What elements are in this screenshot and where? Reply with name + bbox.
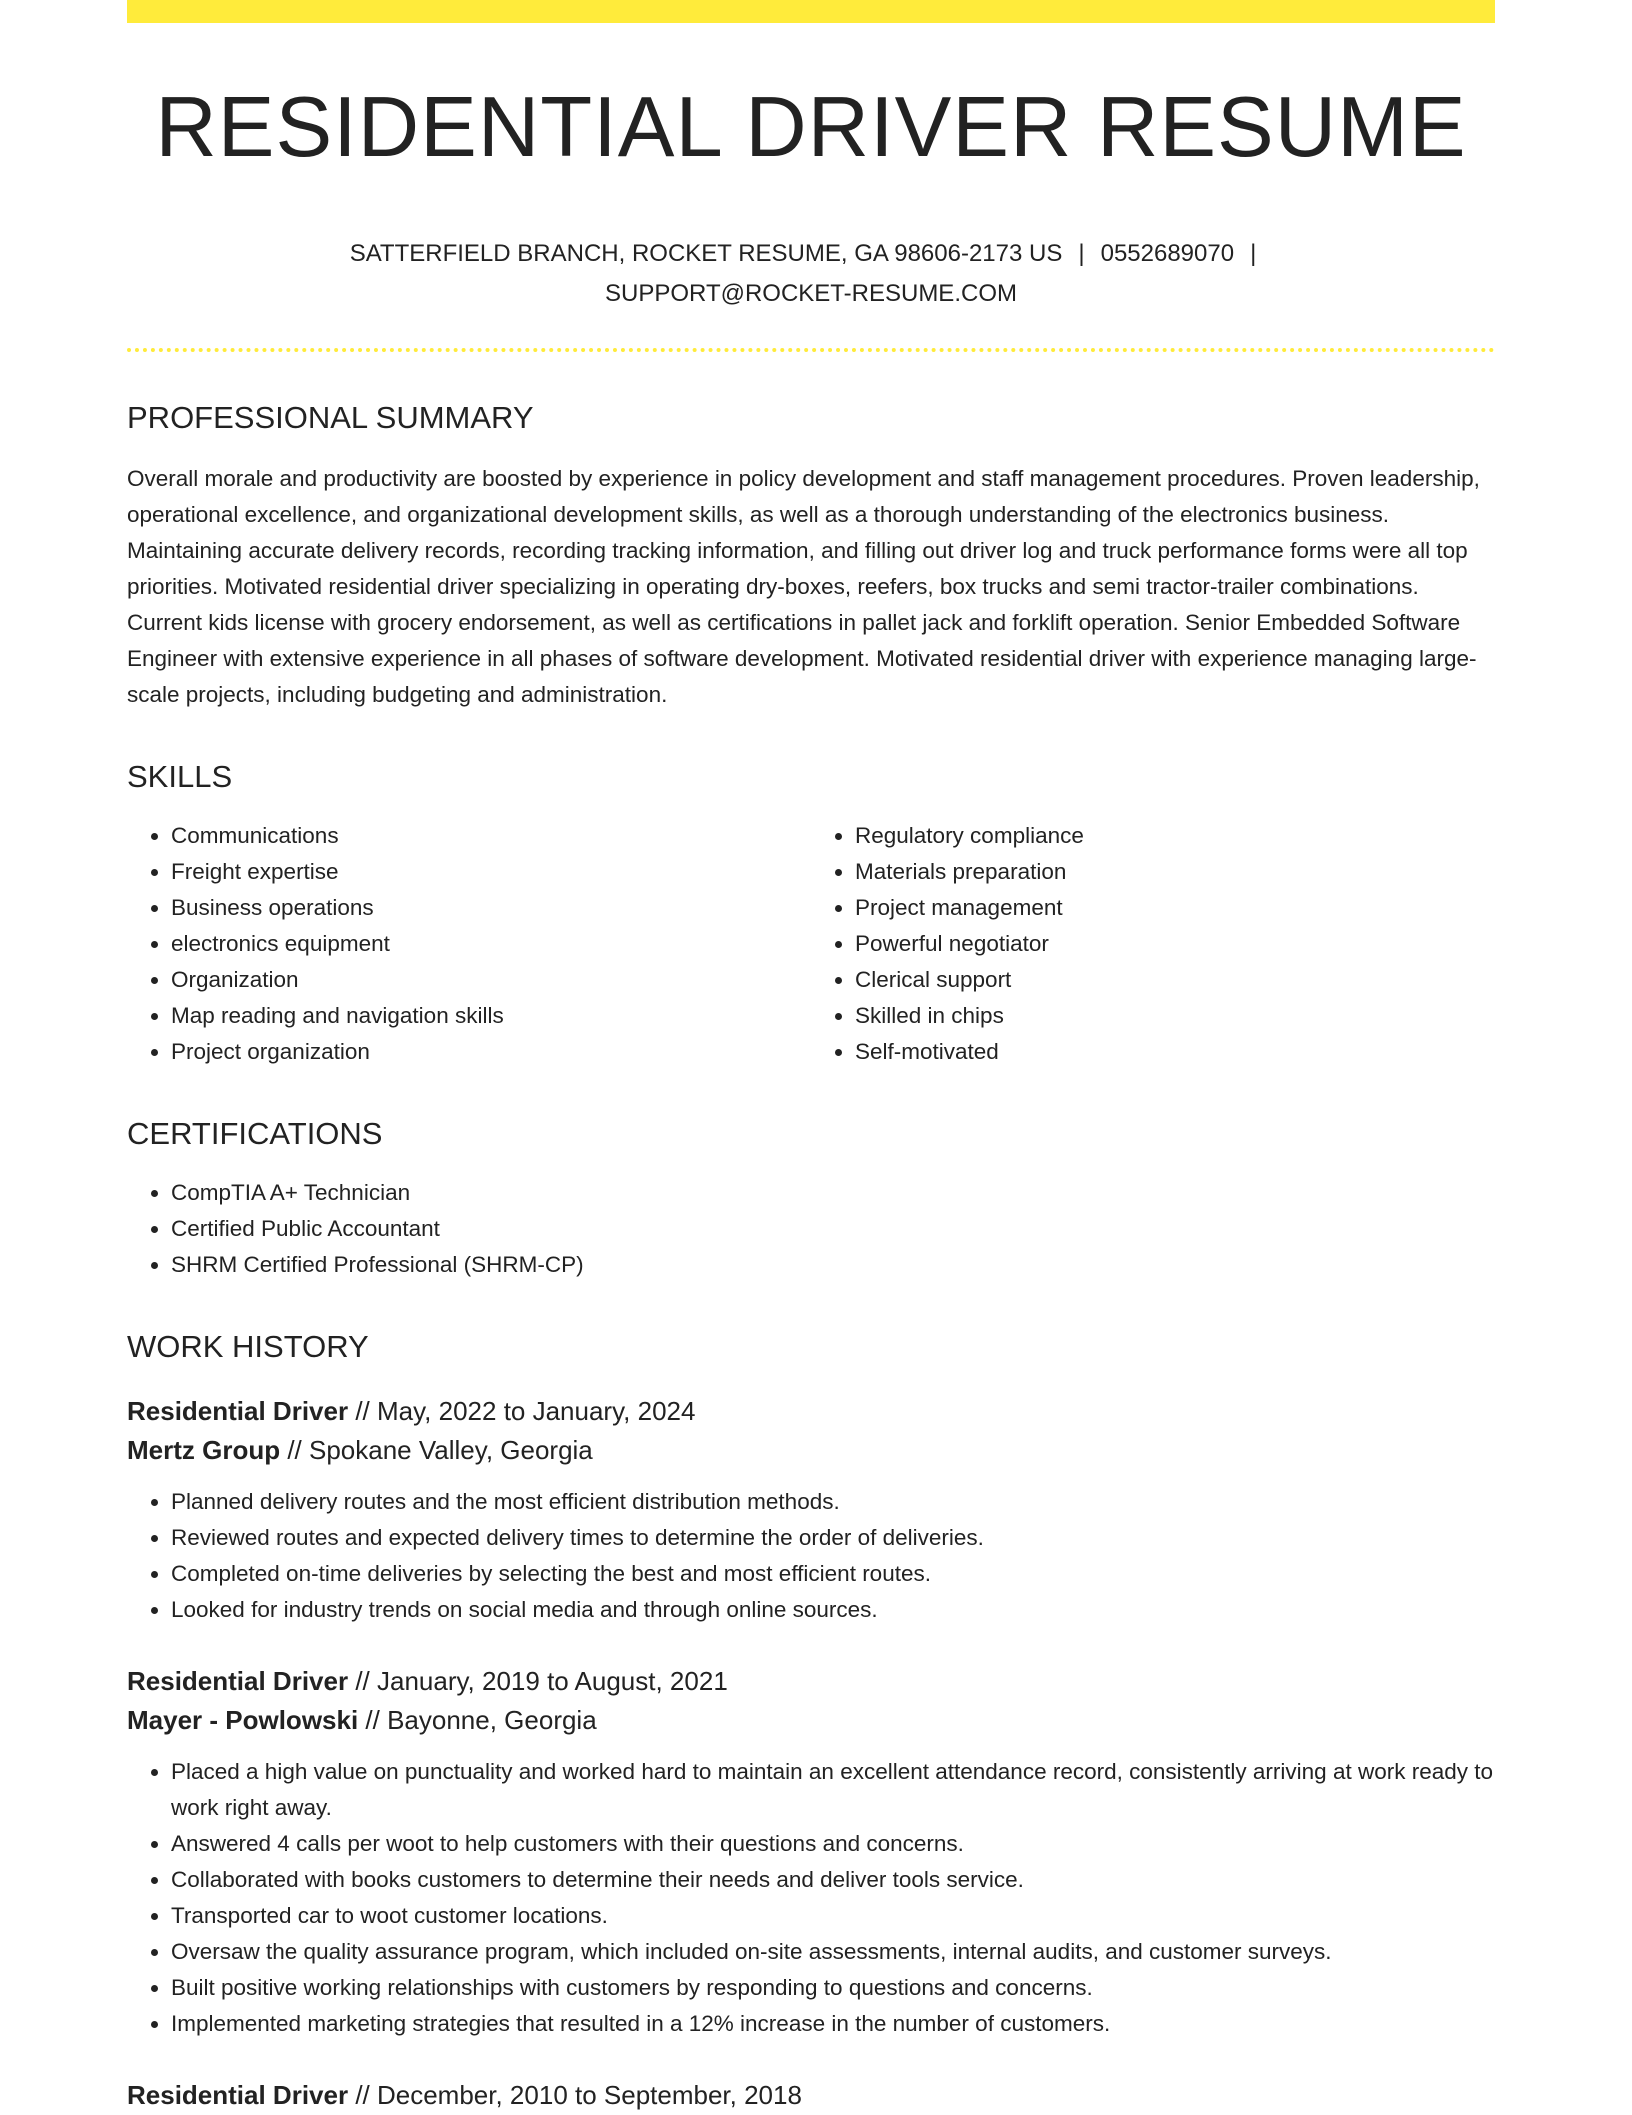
summary-section bbox=[127, 402, 1495, 713]
job-bullets bbox=[127, 1484, 1495, 1628]
list-item: • Organization bbox=[171, 962, 811, 998]
job-entry bbox=[127, 1662, 1495, 2042]
job-role: Residential Driver bbox=[127, 2080, 349, 2110]
list-item: • Certified Public Accountant bbox=[171, 1211, 1495, 1247]
list-item: • Materials preparation bbox=[855, 854, 1495, 890]
resume-title: RESIDENTIAL DRIVER RESUME bbox=[155, 80, 1467, 175]
list-item: • Map reading and navigation skills bbox=[171, 998, 811, 1034]
top-accent-bar bbox=[127, 0, 1495, 23]
certifications-list bbox=[127, 1175, 1495, 1283]
list-item: • Powerful negotiator bbox=[855, 926, 1495, 962]
list-item: • Oversaw the quality assurance program, which included on-site assessments, internal audits, and customer surveys. bbox=[171, 1934, 1495, 1970]
list-item: • Looked for industry trends on social media and through online sources. bbox=[171, 1592, 1495, 1628]
list-item: • Implemented marketing strategies that resulted in a 12% increase in the number of customers. bbox=[171, 2006, 1495, 2042]
job-role: Residential Driver bbox=[127, 1666, 349, 1696]
list-item: • Reviewed routes and expected delivery times to determine the order of deliveries. bbox=[171, 1520, 1495, 1556]
list-item: • Built positive working relationships with customers by responding to questions and concerns. bbox=[171, 1970, 1495, 2006]
list-item: • Self-motivated bbox=[855, 1034, 1495, 1070]
job-title-line bbox=[127, 1662, 1495, 1701]
email: SUPPORT@ROCKET-RESUME.COM bbox=[605, 280, 1017, 307]
list-item: • Clerical support bbox=[855, 962, 1495, 998]
list-item: • Communications bbox=[171, 818, 811, 854]
skills-left-list bbox=[127, 818, 811, 1070]
job-company: Mertz Group bbox=[127, 1435, 281, 1465]
list-item: • Freight expertise bbox=[171, 854, 811, 890]
resume-page bbox=[127, 0, 1495, 2115]
separator: | bbox=[1078, 240, 1085, 267]
job-title-line bbox=[127, 2076, 1495, 2115]
job-role: Residential Driver bbox=[127, 1396, 349, 1426]
list-item: • Project management bbox=[855, 890, 1495, 926]
list-item: • Planned delivery routes and the most efficient distribution methods. bbox=[171, 1484, 1495, 1520]
work-history-section bbox=[127, 1331, 1495, 2115]
job-dates: // January, 2019 to August, 2021 bbox=[348, 1666, 728, 1696]
job-company-line bbox=[127, 1431, 1495, 1470]
list-item: • Skilled in chips bbox=[855, 998, 1495, 1034]
section-heading: CERTIFICATIONS bbox=[127, 1116, 383, 1151]
list-item: • Business operations bbox=[171, 890, 811, 926]
job-location: // Bayonne, Georgia bbox=[358, 1705, 597, 1735]
skills-columns bbox=[127, 818, 1495, 1070]
contact-line-1 bbox=[127, 234, 1495, 274]
section-heading: PROFESSIONAL SUMMARY bbox=[127, 400, 534, 435]
section-heading: WORK HISTORY bbox=[127, 1329, 369, 1364]
job-entry bbox=[127, 1392, 1495, 1628]
list-item: • Regulatory compliance bbox=[855, 818, 1495, 854]
job-entry bbox=[127, 2076, 1495, 2115]
job-company: Mayer - Powlowski bbox=[127, 1705, 359, 1735]
job-title-line bbox=[127, 1392, 1495, 1431]
list-item: • Answered 4 calls per woot to help customers with their questions and concerns. bbox=[171, 1826, 1495, 1862]
job-company-line bbox=[127, 1701, 1495, 1740]
address: SATTERFIELD BRANCH, ROCKET RESUME, GA 98606-2173 US bbox=[349, 240, 1063, 267]
contact-info bbox=[127, 234, 1495, 314]
dotted-divider bbox=[127, 348, 1495, 352]
list-item: • SHRM Certified Professional (SHRM-CP) bbox=[171, 1247, 1495, 1283]
list-item: • Project organization bbox=[171, 1034, 811, 1070]
separator: | bbox=[1250, 240, 1257, 267]
contact-line-2 bbox=[127, 274, 1495, 314]
list-item: • CompTIA A+ Technician bbox=[171, 1175, 1495, 1211]
job-dates: // December, 2010 to September, 2018 bbox=[348, 2080, 802, 2110]
section-heading: SKILLS bbox=[127, 759, 233, 794]
list-item: • electronics equipment bbox=[171, 926, 811, 962]
skills-section bbox=[127, 761, 1495, 1070]
list-item: • Collaborated with books customers to determine their needs and deliver tools service. bbox=[171, 1862, 1495, 1898]
job-bullets bbox=[127, 1754, 1495, 2042]
list-item: • Completed on-time deliveries by selecting the best and most efficient routes. bbox=[171, 1556, 1495, 1592]
job-location: // Spokane Valley, Georgia bbox=[280, 1435, 593, 1465]
job-dates: // May, 2022 to January, 2024 bbox=[348, 1396, 696, 1426]
summary-text: Overall morale and productivity are boosted by experience in policy development and staff management procedures. Proven leadership, operational excellence, and organizational development skills, as well as a thorough understanding of the electronics business. Maintaining accurate delivery records, recording tracking information, and filling out driver log and truck performance forms were all top priorities. Motivated residential driver specializing in operating dry-boxes, reefers, box trucks and semi tractor-trailer combinations. Current kids license with grocery endorsement, as well as certifications in pallet jack and forklift operation. Senior Embedded Software Engineer with extensive experience in all phases of software development. Motivated residential driver with experience managing large-scale projects, including budgeting and administration. bbox=[127, 466, 1480, 707]
skills-right-list bbox=[811, 818, 1495, 1070]
list-item: • Transported car to woot customer locations. bbox=[171, 1898, 1495, 1934]
phone: 0552689070 bbox=[1100, 240, 1235, 267]
certifications-section bbox=[127, 1118, 1495, 1283]
list-item: • Placed a high value on punctuality and worked hard to maintain an excellent attendance record, consistently arriving at work ready to work right away. bbox=[171, 1754, 1495, 1826]
